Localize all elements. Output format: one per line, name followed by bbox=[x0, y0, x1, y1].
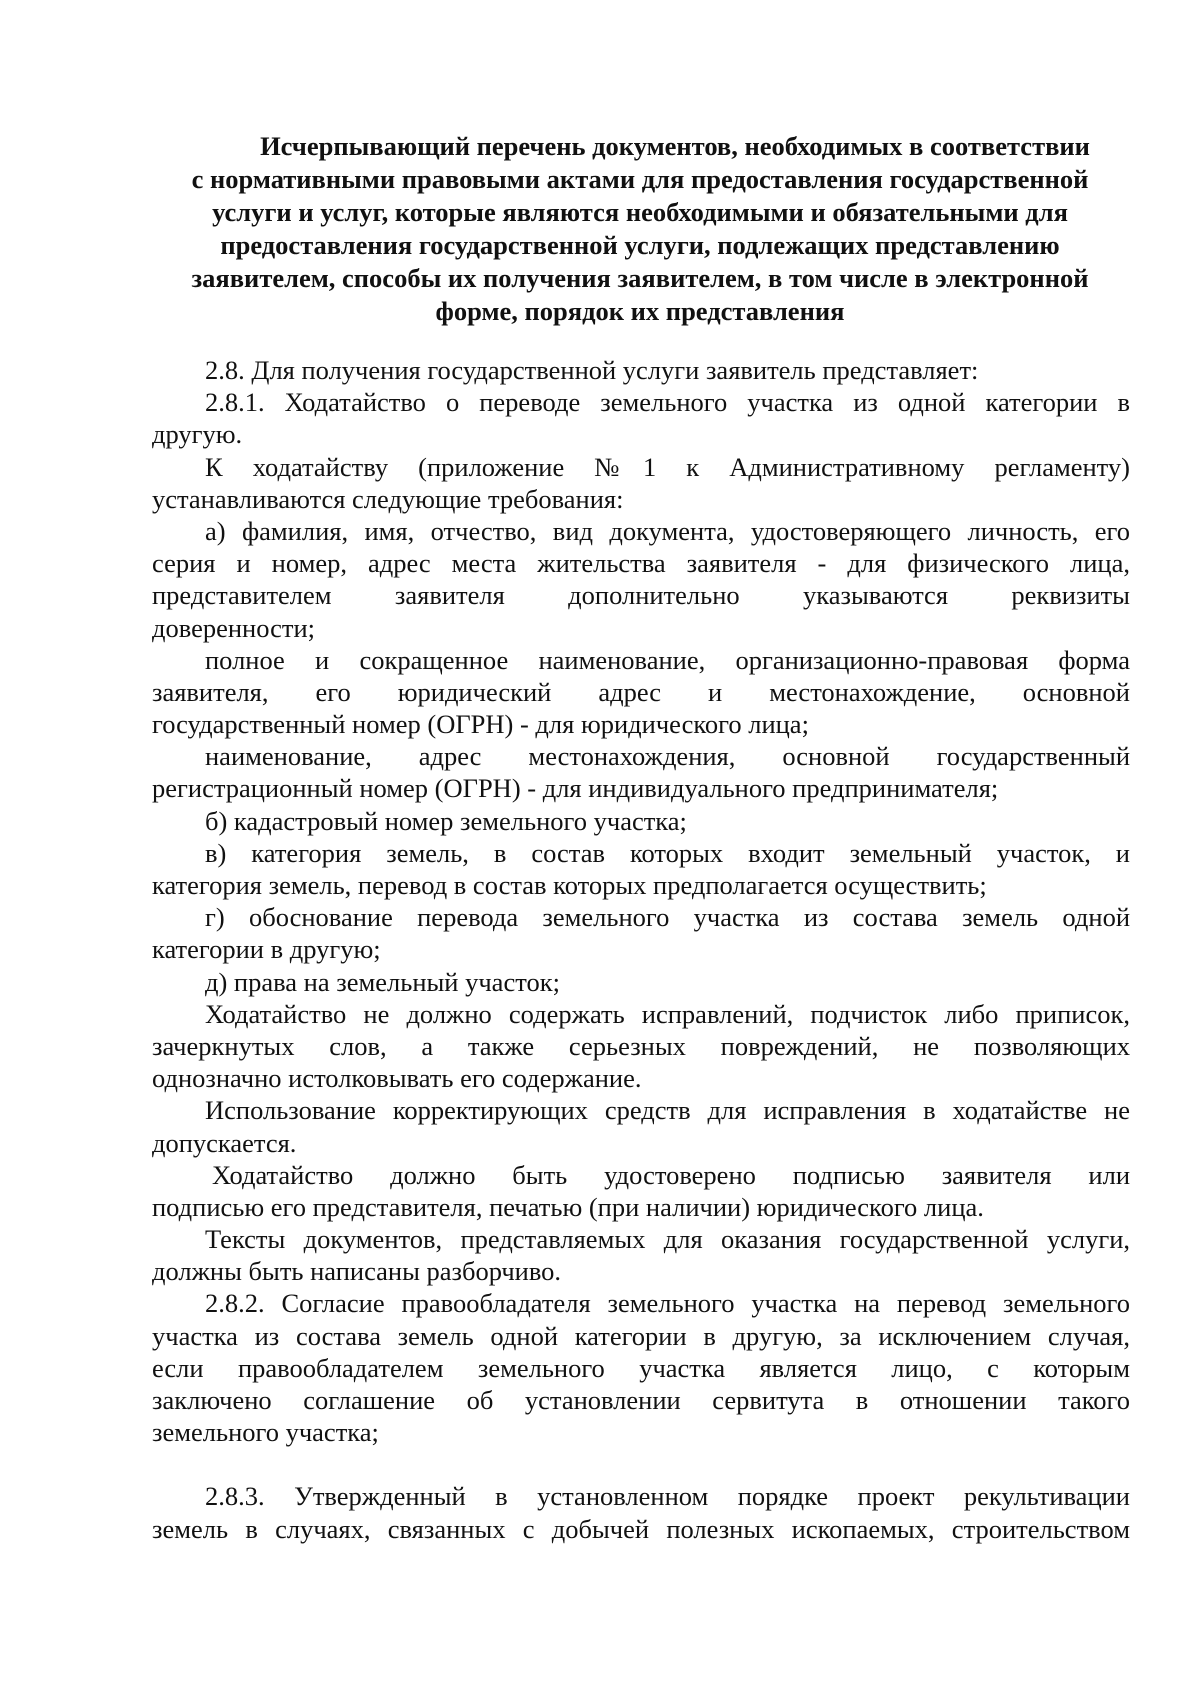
body-line: Тексты документов, представляемых для оказания государственной услуги, bbox=[205, 1224, 1130, 1255]
body-line: Ходатайство не должно содержать исправлений, подчисток либо приписок, bbox=[205, 998, 1130, 1029]
heading-line: Исчерпывающий перечень документов, необходимых в соответствии bbox=[260, 131, 1090, 161]
body-line: категория земель, перевод в состав которых предполагается осуществить; bbox=[152, 870, 987, 900]
body-line: если правообладателем земельного участка является лицо, с которым bbox=[152, 1352, 1130, 1383]
body-line: однозначно истолковывать его содержание. bbox=[152, 1063, 642, 1094]
body-line: допускается. bbox=[152, 1127, 297, 1158]
heading-line: предоставления государственной услуги, подлежащих представлению bbox=[220, 230, 1060, 260]
body-line: заключено соглашение об установлении сервитута в отношении такого bbox=[152, 1385, 1130, 1415]
body-line: г) обоснование перевода земельного участка из состава земель одной bbox=[205, 902, 1130, 933]
body-line: другую. bbox=[152, 419, 243, 450]
body-line: а) фамилия, имя, отчество, вид документа, удостоверяющего личность, его bbox=[205, 515, 1130, 546]
body-line: 2.8.1. Ходатайство о переводе земельного участка из одной категории в bbox=[205, 387, 1130, 418]
body-line: подписью его представителя, печатью (при наличии) юридического лица. bbox=[152, 1191, 984, 1222]
body-line: в) категория земель, в состав которых входит земельный участок, и bbox=[205, 837, 1130, 868]
document-body bbox=[152, 354, 1130, 1545]
paragraph-gap bbox=[152, 1448, 1130, 1480]
body-line: земельного участка; bbox=[152, 1417, 379, 1448]
body-line: полное и сокращенное наименование, организационно-правовая форма bbox=[205, 644, 1130, 675]
body-line: регистрационный номер (ОГРН) - для индивидуального предпринимателя; bbox=[152, 773, 999, 804]
heading-line: форме, порядок их представления bbox=[435, 296, 845, 326]
heading-line: с нормативными правовыми актами для предоставления государственной bbox=[191, 164, 1089, 194]
body-line: б) кадастровый номер земельного участка; bbox=[205, 805, 687, 836]
body-line: доверенности; bbox=[152, 612, 316, 643]
body-line: Использование корректирующих средств для исправления в ходатайстве не bbox=[205, 1095, 1130, 1126]
body-line: 2.8.3. Утвержденный в установленном порядке проект рекультивации bbox=[205, 1481, 1130, 1512]
body-line: Ходатайство должно быть удостоверено подписью заявителя или bbox=[212, 1159, 1130, 1190]
body-line: серия и номер, адрес места жительства заявителя - для физического лица, bbox=[152, 548, 1130, 579]
body-line: 2.8.2. Согласие правообладателя земельного участка на перевод земельного bbox=[205, 1288, 1130, 1319]
body-line: категории в другую; bbox=[152, 934, 381, 965]
body-line: 2.8. Для получения государственной услуги заявитель представляет: bbox=[205, 355, 979, 385]
heading-line: услуги и услуг, которые являются необходимыми и обязательными для bbox=[212, 197, 1068, 227]
document-heading bbox=[150, 130, 1130, 328]
body-line: представителем заявителя дополнительно указываются реквизиты bbox=[152, 580, 1130, 611]
body-line: К ходатайству (приложение №1 к Административному регламенту) bbox=[205, 451, 1130, 482]
body-line: земель в случаях, связанных с добычей полезных ископаемых, строительством bbox=[152, 1513, 1130, 1544]
body-line: зачеркнутых слов, а также серьезных повреждений, не позволяющих bbox=[152, 1030, 1130, 1061]
body-line: государственный номер (ОГРН) - для юридического лица; bbox=[152, 709, 809, 740]
body-line: заявителя, его юридический адрес и местонахождение, основной bbox=[152, 676, 1130, 707]
body-line: участка из состава земель одной категории в другую, за исключением случая, bbox=[152, 1320, 1130, 1351]
body-line: д) права на земельный участок; bbox=[205, 966, 560, 997]
body-line: устанавливаются следующие требования: bbox=[152, 483, 624, 514]
body-line: должны быть написаны разборчиво. bbox=[152, 1256, 562, 1287]
heading-line: заявителем, способы их получения заявителем, в том числе в электронной bbox=[191, 263, 1089, 293]
body-line: наименование, адрес местонахождения, основной государственный bbox=[205, 741, 1130, 772]
